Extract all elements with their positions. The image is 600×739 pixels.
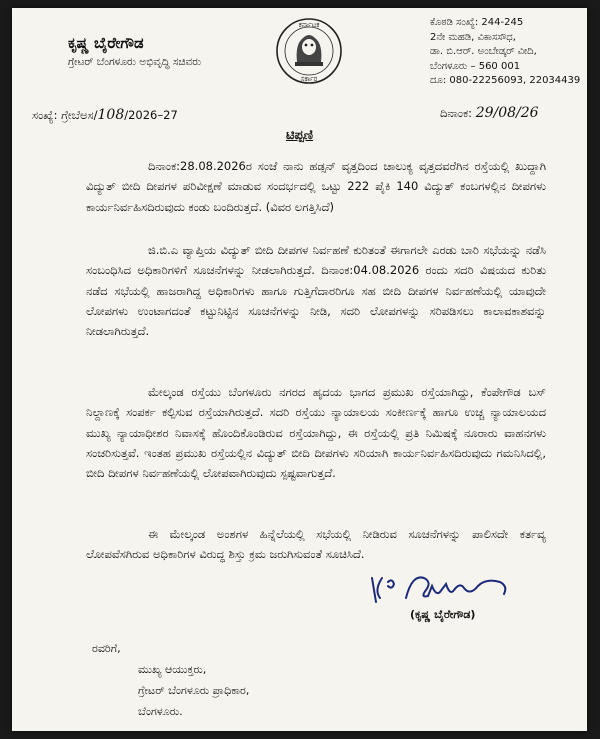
reference-handwritten-number: 108 — [97, 107, 125, 123]
reference-number — [32, 107, 178, 123]
paragraph-text: ಈ ಮೇಲ್ಕಂಡ ಅಂಶಗಳ ಹಿನ್ನೆಲೆಯಲ್ಲಿ ಸಭೆಯಲ್ಲಿ ನೀಡಿರುವ ಸೂಚನೆಗಳನ್ನು ಪಾಲಿಸದೇ ಕರ್ತವ್ಯ ಲೋಪವೆಸಗಿರುವ ಅಧಿಕಾರಿಗಳ ವಿರುದ್ಧ ಶಿಸ್ತು ಕ್ರಮ ಜರುಗಿಸುವಂತೆ ಸೂಚಿಸಿದೆ. — [86, 527, 546, 562]
date-label: ದಿನಾಂಕ: — [440, 106, 473, 120]
addressee-salutation: ರವರಿಗೆ, — [92, 642, 121, 655]
addressee-line: ಮುಖ್ಯ ಆಯುಕ್ತರು, — [138, 663, 207, 676]
paragraph-text: ಜಿ.ಬಿ.ಎ ವ್ಯಾಪ್ತಿಯ ವಿದ್ಯುತ್ ಬೀದಿ ದೀಪಗಳ ನಿರ್ವಹಣೆ ಕುರಿತಂತೆ ಈಗಾಗಲೇ ಎರಡು ಬಾರಿ ಸಭೆಯನ್ನು ನಡೆಸಿ ಸಂಬಂಧಿಸಿದ ಅಧಿಕಾರಿಗಳಿಗೆ ಸೂಚನೆಗಳನ್ನು ನೀಡಲಾಗಿರುತ್ತದೆ. ದಿನಾಂಕ:04.08.2026 ರಂದು ಸದರಿ ವಿಷಯದ ಕುರಿತು ನಡೆದ ಸಭೆಯಲ್ಲಿ ಹಾಜರಾಗಿದ್ದ ಅಧಿಕಾರಿಗಳು ಹಾಗೂ ಗುತ್ತಿಗೆದಾರರಿಗೂ ಸಹ ಬೀದಿ ದೀಪಗಳ ನಿರ್ವಹಣೆಯಲ್ಲಿ ಯಾವುದೇ ಲೋಪಗಳು ಉಂಟಾಗದಂತೆ ಕಟ್ಟುನಿಟ್ಟಿನ ಸೂಚನೆಗಳನ್ನು ನೀಡಿ, ಸದರಿ ಲೋಪಗಳನ್ನು ಸರಿಪಡಿಸಲು ಕಾಲಾವಕಾಶವನ್ನು ನೀಡಲಾಗಿರುತ್ತದೆ. — [86, 243, 546, 339]
addressee-line: ಬೆಂಗಳೂರು. — [138, 705, 183, 718]
emblem-bottom-text: ಸರ್ಕಾರ — [300, 75, 318, 83]
paragraph — [86, 382, 546, 483]
paragraph-text: ಮೇಲ್ಕಂಡ ರಸ್ತೆಯು ಬೆಂಗಳೂರು ನಗರದ ಹೃದಯ ಭಾಗದ ಪ್ರಮುಖ ರಸ್ತೆಯಾಗಿದ್ದು, ಕೆಂಪೇಗೌಡ ಬಸ್ ನಿಲ್ದಾಣಕ್ಕೆ ಸಂಪರ್ಕ ಕಲ್ಪಿಸುವ ರಸ್ತೆಯಾಗಿರುತ್ತದೆ. ಸದರಿ ರಸ್ತೆಯು ನ್ಯಾಯಾಲಯ ಸಂಕೀರ್ಣಕ್ಕೆ ಹಾಗೂ ಉಚ್ಚ ನ್ಯಾಯಾಲಯದ ಮುಖ್ಯ ನ್ಯಾಯಾಧೀಶರ ನಿವಾಸಕ್ಕೆ ಹೊಂದಿಕೊಂಡಿರುವ ರಸ್ತೆಯಾಗಿದ್ದು, ಈ ರಸ್ತೆಯಲ್ಲಿ ಪ್ರತಿ ನಿಮಿಷಕ್ಕೆ ನೂರಾರು ವಾಹನಗಳು ಸಂಚರಿಸುತ್ತವೆ. ಇಂತಹ ಪ್ರಮುಖ ರಸ್ತೆಯಲ್ಲಿನ ವಿದ್ಯುತ್ ಬೀದಿ ದೀಪಗಳು ಸರಿಯಾಗಿ ಕಾರ್ಯನಿರ್ವಹಿಸದಿರುವುದು ಗಮನಿಸಿದಲ್ಲಿ, ಬೀದಿ ದೀಪಗಳ ನಿರ್ವಹಣೆಯಲ್ಲಿ ಲೋಪವಾಗಿರುವುದು ಸ್ಪಷ್ಟವಾಗುತ್ತದೆ. — [86, 385, 546, 481]
reference-prefix: ಸಂಖ್ಯೆ: ಗ್ರೇಬೆಅಸ/ — [32, 108, 98, 122]
signatory-name: (ಕೃಷ್ಣ ಬೈರೇಗೌಡ) — [410, 608, 476, 621]
address-line: ದೂ: 080-22256093, 22034439 — [430, 75, 581, 87]
document-title: ಟಿಪ್ಪಣಿ — [285, 128, 314, 143]
paragraph — [86, 240, 546, 341]
letter-date — [440, 105, 539, 121]
date-value: 29/08/26 — [475, 105, 539, 121]
address-line: 2ನೇ ಮಹಡಿ, ವಿಕಾಸಸೌಧ, — [430, 31, 516, 43]
handwritten-signature — [366, 568, 516, 612]
addressee-block — [92, 638, 250, 722]
document-page — [12, 8, 587, 731]
address-line: ಬೆಂಗಳೂರು – 560 001 — [430, 60, 521, 72]
address-line: ಡಾ. ಬಿ.ಆರ್. ಅಂಬೇಡ್ಕರ್ ವೀದಿ, — [430, 46, 537, 58]
paragraph-text: ದಿನಾಂಕ:28.08.2026ರ ಸಂಜೆ ನಾನು ಹಡ್ಸನ್ ವೃತ್ತದಿಂದ ಚಾಲುಕ್ಯ ವೃತ್ತದವರೆಗಿನ ರಸ್ತೆಯಲ್ಲಿ ಖುದ್ದಾಗಿ ವಿದ್ಯುತ್ ಬೀದಿ ದೀಪಗಳ ಪರಿವೀಕ್ಷಣೆ ಮಾಡುವ ಸಂದರ್ಭದಲ್ಲಿ ಒಟ್ಟು 222 ಪೈಕಿ 140 ವಿದ್ಯುತ್ ಕಂಬಗಳಲ್ಲಿನ ದೀಪಗಳು ಕಾರ್ಯನಿರ್ವಹಿಸದಿರುವುದು ಕಂಡು ಬಂದಿರುತ್ತದೆ. (ವಿವರ ಲಗತ್ತಿಸಿದೆ) — [86, 159, 546, 214]
reference-suffix: /2026–27 — [124, 108, 178, 122]
minister-designation: ಗ್ರೇಟರ್ ಬೆಂಗಳೂರು ಅಭಿವೃದ್ಧಿ ಸಚಿವರು — [68, 56, 202, 68]
address-line: ಕೊಠಡಿ ಸಂಖ್ಯೆ: 244-245 — [430, 17, 524, 28]
emblem-top-text: ಕರ್ನಾಟಕ — [298, 21, 320, 29]
paragraph — [86, 156, 546, 217]
office-address — [430, 16, 580, 89]
karnataka-emblem-icon — [275, 14, 343, 88]
addressee-line: ಗ್ರೇಟರ್ ಬೆಂಗಳೂರು ಪ್ರಾಧಿಕಾರ, — [138, 684, 250, 697]
minister-name: ಕೃಷ್ಣ ಬೈರೇಗೌಡ — [68, 34, 144, 52]
letterhead-left — [68, 34, 201, 69]
paragraph — [86, 524, 546, 565]
